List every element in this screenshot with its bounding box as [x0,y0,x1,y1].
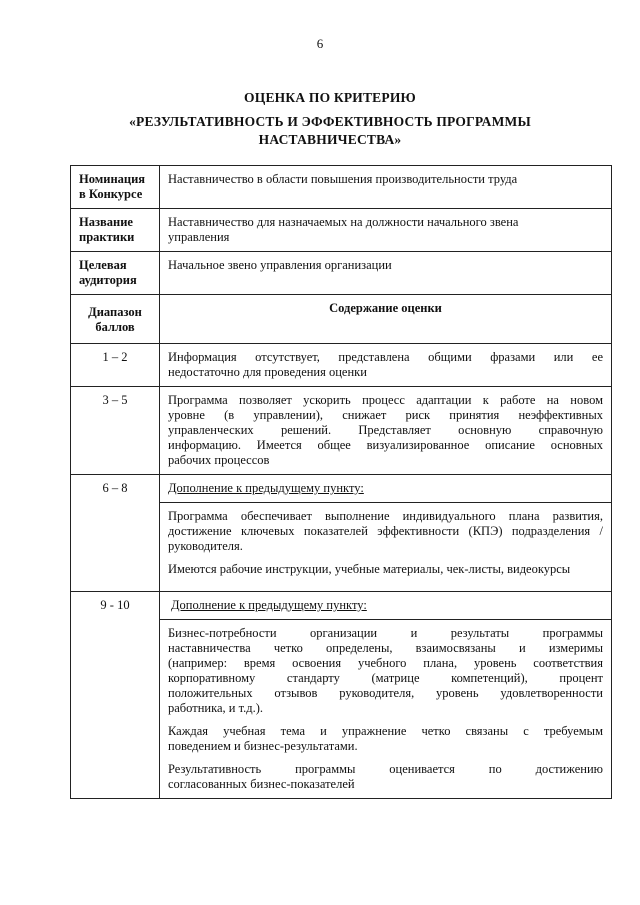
score-description [160,344,612,387]
addition-note: Дополнение к предыдущему пункту: [171,598,367,612]
description-line: работника, и т.д.). [168,701,264,715]
info-label [71,252,160,295]
score-description [160,475,612,592]
score-row [71,387,612,475]
info-label-line: Название [79,215,133,229]
info-value-line: управления [168,230,230,244]
info-label-line: Целевая [79,258,127,272]
addition-note: Дополнение к предыдущему пункту: [168,481,364,495]
description-line: поведением и бизнес-результатами. [168,739,358,753]
score-row [71,592,612,799]
info-value-line: Наставничество для назначаемых на должности начального звена [168,215,519,229]
description-line: Бизнес-потребности организации и результаты программы [168,626,603,640]
page-number: 6 [316,36,324,51]
info-row-nomination [71,166,612,209]
divider [160,619,611,620]
description-line: Результативность программы оценивается по достижению [168,762,603,776]
info-label-line: в Конкурсе [79,187,143,201]
description-line: Каждая учебная тема и упражнение четко связаны с требуемым [168,724,603,738]
description-line: недостаточно для проведения оценки [168,365,367,379]
score-range: 3 – 5 [71,387,160,475]
document-title: ОЦЕНКА ПО КРИТЕРИЮ [244,90,416,105]
description-line: Программа обеспечивает выполнение индивидуального плана развития, [168,509,603,523]
info-label-line: практики [79,230,135,244]
range-header-line: баллов [95,320,135,334]
score-description [160,592,612,799]
description-paragraph [168,626,603,716]
subtitle-line-2: НАСТАВНИЧЕСТВА» [258,132,402,147]
info-value [160,209,612,252]
info-row-practice [71,209,612,252]
score-range: 1 – 2 [71,344,160,387]
description-line: управленческих решений. Представляет основную справочную [168,423,603,437]
description-line: достижение ключевых показателей эффективности (КПЭ) подразделения / [168,524,603,538]
range-header [71,295,160,344]
info-label-line: аудитория [79,273,137,287]
content-header: Содержание оценки [160,295,612,344]
subtitle-line-1: «РЕЗУЛЬТАТИВНОСТЬ И ЭФФЕКТИВНОСТЬ ПРОГРАММЫ [129,114,531,129]
description-line: уровне (в управлении), снижает риск принятия неэффективных [168,408,603,422]
criteria-table [70,165,612,799]
info-label [71,209,160,252]
description-line: наставничества четко определены, взаимосвязаны и измеримы [168,641,603,655]
range-header-line: Диапазон [88,305,142,319]
description-line: (например: время освоения учебного плана, уровень соответствия [168,656,603,670]
score-header-row [71,295,612,344]
info-label-line: Номинация [79,172,146,186]
info-label [71,166,160,209]
description-line: информацию. Имеется общее визуализированное описание основных [168,438,603,452]
score-range: 9 - 10 [71,592,160,799]
description-paragraph [168,509,603,554]
description-paragraph [168,562,603,577]
description-line: корпоративному стандарту (матрице компетенций), процент [168,671,603,685]
score-row [71,475,612,592]
info-value: Начальное звено управления организации [160,252,612,295]
description-line: Информация отсутствует, представлена общими фразами или ее [168,350,603,364]
description-line: Программа позволяет ускорить процесс адаптации к работе на новом [168,393,603,407]
divider [160,502,611,503]
score-range: 6 – 8 [71,475,160,592]
info-value: Наставничество в области повышения производительности труда [160,166,612,209]
description-line: рабочих процессов [168,453,270,467]
description-paragraph [168,724,603,754]
info-row-audience [71,252,612,295]
description-line: Имеются рабочие инструкции, учебные материалы, чек-листы, видеокурсы [168,562,571,576]
score-row [71,344,612,387]
document-subtitle [60,113,600,149]
description-paragraph [168,762,603,792]
description-line: положительных отзывов руководителя, уровень удовлетворенности [168,686,603,700]
score-description [160,387,612,475]
description-line: руководителя. [168,539,243,553]
description-line: согласованных бизнес-показателей [168,777,355,791]
